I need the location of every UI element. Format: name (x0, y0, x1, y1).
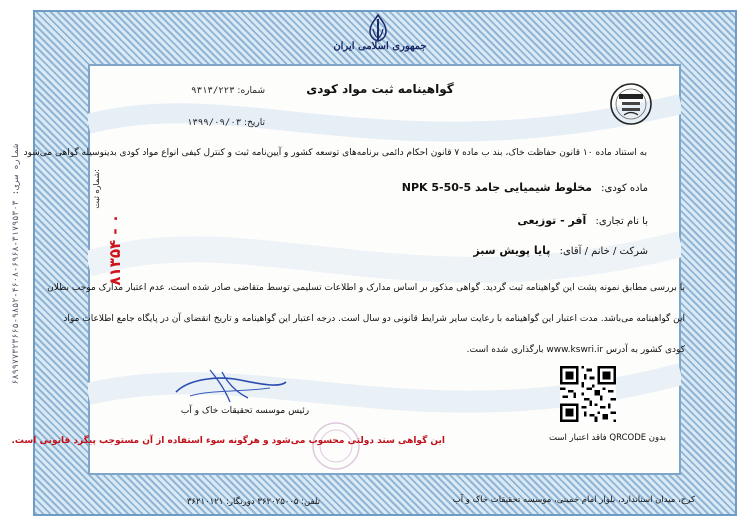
signatory-title: رئیس موسسه تحقیقات خاک و آب (180, 406, 310, 416)
registration-label-box (88, 169, 104, 209)
brand-field (400, 214, 648, 227)
serial-number: شماره سری: ۳۱۷۹۵۳۰۳-۶۹۶۸-۴۶۰۸-۹۸۵۲-۶۸۹۹۷۷۳۲۳۶۶۵ (11, 144, 21, 385)
director-signature (170, 362, 290, 406)
intro-text: به استناد ماده ۱۰ قانون حفاظت خاک، بند ب ماده ۷ قانون احکام دائمی برنامه‌های توسعه کشور و آیین‌نامه ثبت و کنترل کیفی انواع مواد کودی بدینوسیله گواهی می‌شود (23, 148, 647, 158)
soil-water-institute-logo (598, 80, 664, 132)
date-value: ۱۳۹۹/۰۹/۰۳ (186, 118, 242, 128)
paragraph-line-1: با بررسی مطابق نمونه پشت این گواهینامه ثبت گردید. گواهی مذکور بر اساس مدارک و اطلاعات تسلیمی توسط متقاضی صادر شده است، عدم اعتبار مدارک موجب بطلان (47, 283, 685, 293)
certificate-date (135, 118, 265, 128)
serial-strip (2, 0, 30, 529)
registration-number: ۸۱۳۵۴ - ۰ (106, 214, 124, 286)
paragraph-line-3: کودی کشور به آدرس www.kswri.ir بارگذاری شده است. (466, 345, 685, 355)
registration-label: شماره ثبت: (91, 169, 101, 209)
fertilizer-field (280, 181, 648, 194)
company-field (380, 244, 648, 257)
official-seal (310, 420, 362, 472)
certificate-number (135, 86, 265, 96)
paragraph-line-2: این گواهینامه می‌باشد. مدت اعتبار این گواهینامه با رعایت سایر شرایط قانونی دو سال است. درجه اعتبار این گواهینامه و تاریخ انقضای آن در پایگاه جامع اطلاعات مواد (63, 314, 685, 324)
fertilizer-value: مخلوط شیمیایی جامد NPK 5-50-5 (401, 181, 592, 194)
republic-title: جمهوری اسلامی ایران (333, 41, 427, 52)
qr-code (560, 366, 616, 422)
number-label: شماره: (237, 86, 265, 96)
company-value: پایا پویش سبز (473, 244, 551, 257)
date-label: تاریخ: (244, 118, 265, 128)
legal-warning: این گواهی سند دولتی محسوب می‌شود و هرگونه سوء استفاده از آن مستوجب پیگرد قانونی است. (11, 436, 445, 446)
qr-validity-note: بدون QRCODE فاقد اعتبار است (549, 433, 666, 443)
iran-emblem-icon (365, 13, 391, 43)
number-value: ۹۳۱۳/۲۲۳ (191, 86, 235, 96)
company-label: شرکت / خانم / آقای: (559, 246, 648, 257)
brand-label: با نام تجاری: (595, 216, 648, 227)
fertilizer-label: ماده کودی: (601, 183, 648, 194)
registration-number-box (104, 205, 126, 295)
certificate-title: گواهینامه ثبت مواد کودی (306, 82, 454, 96)
footer-address: کرج، میدان استاندارد، بلوار امام خمینی، موسسه تحقیقات خاک و آب (452, 495, 695, 505)
footer-phones: تلفن: ۳۶۲۰۲۵۰۰۵ دورنگار: ۳۶۲۱۰۱۲۱ (186, 497, 320, 507)
brand-value: آفر - توزیعی (517, 214, 587, 227)
